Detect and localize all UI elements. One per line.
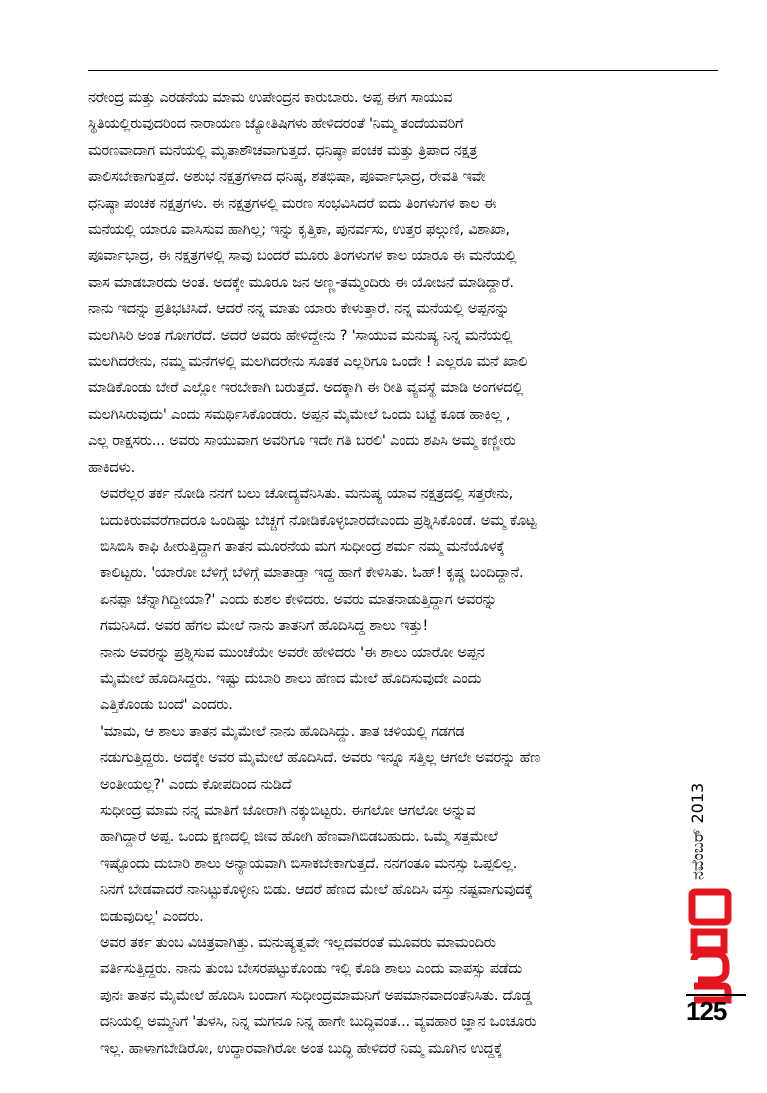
- masthead-logo-art: [688, 888, 732, 1008]
- text-line: ವರ್ತಿಸುತ್ತಿದ್ದರು. ನಾನು ತುಂಬ ಬೇಸರಪಟ್ಟುಕೊಂಡು ಇಲ್ಲಿ ಕೊಡಿ ಶಾಲು ಎಂದು ವಾಪಸ್ಸು ಪಡೆದು: [100, 961, 522, 978]
- page-number: 125: [686, 994, 746, 1026]
- text-line: ಮೈಮೇಲೆ ಹೊದಿಸಿದ್ದರು. ಇಷ್ಟು ದುಬಾರಿ ಶಾಲು ಹೆಣದ ಮೇಲೆ ಹೊದಿಸುವುದೇ ಎಂದು: [100, 670, 482, 687]
- text-line: ಪುನಃ ತಾತನ ಮೈಮೇಲೆ ಹೊದಿಸಿ ಬಂದಾಗ ಸುಧೀಂದ್ರಮಾಮನಿಗೆ ಅಪಮಾನವಾದಂತೆನಿಸಿತು. ದೊಡ್ಡ: [100, 987, 533, 1004]
- masthead-logo: [688, 888, 732, 1008]
- text-line: ಅವರೆಲ್ಲರ ತರ್ಕ ನೋಡಿ ನನಗೆ ಬಲು ಚೋದ್ಯವೆನಿಸಿತು. ಮನುಷ್ಯ ಯಾವ ನಕ್ಷತ್ರದಲ್ಲಿ ಸತ್ತರೇನು,: [100, 486, 514, 503]
- text-line: ಎಲ್ಲ ರಾಕ್ಷಸರು... ಅವರು ಸಾಯುವಾಗ ಅವರಿಗೂ ಇದೇ ಗತಿ ಬರಲಿ' ಎಂದು ಶಪಿಸಿ ಅಮ್ಮ ಕಣ್ಣೀರು: [88, 433, 516, 450]
- text-line: ಮಾಡಿಕೊಂಡು ಬೇರೆ ಎಲ್ಲೋ ಇರಬೇಕಾಗಿ ಬರುತ್ತದೆ. ಅದಕ್ಕಾಗಿ ಈ ರೀತಿ ವ್ಯವಸ್ಥೆ ಮಾಡಿ ಅಂಗಳದಲ್ಲಿ: [88, 380, 524, 397]
- paragraph: [88, 930, 678, 1062]
- text-line: ವಾಸ ಮಾಡಬಾರದು ಅಂತ. ಅದಕ್ಕೇ ಮೂರೂ ಜನ ಅಣ್ಣ-ತಮ್ಮಂದಿರು ಈ ಯೋಜನೆ ಮಾಡಿದ್ದಾರೆ.: [88, 274, 514, 291]
- text-line: ಪೂರ್ವಾಭಾದ್ರ, ಈ ನಕ್ಷತ್ರಗಳಲ್ಲಿ ಸಾವು ಬಂದರೆ ಮೂರು ತಿಂಗಳುಗಳ ಕಾಲ ಯಾರೂ ಈ ಮನೆಯಲ್ಲಿ: [88, 248, 517, 265]
- text-line: ಮಲಗಿಸಿರುವುದು' ಎಂದು ಸಮರ್ಥಿಸಿಕೊಂಡರು. ಅಪ್ಪನ ಮೈಮೇಲೆ ಒಂದು ಬಟ್ಟೆ ಕೂಡ ಹಾಕಿಲ್ಲ ,: [88, 406, 511, 423]
- text-line: ಹಾಕಿದಳು.: [88, 459, 136, 476]
- article-body: [88, 85, 678, 1062]
- text-line: ಸುಧೀಂದ್ರ ಮಾಮ ನನ್ನ ಮಾತಿಗೆ ಜೋರಾಗಿ ನಕ್ಕುಬಿಟ್ಟರು. ಈಗಲೋ ಆಗಲೋ ಅನ್ನುವ: [100, 802, 476, 819]
- paragraph: [88, 481, 678, 639]
- masthead-glyph-1: [692, 892, 728, 922]
- text-line: ಬದುಕಿರುವವರೆಗಾದರೂ ಒಂದಿಷ್ಟು ಬೆಚ್ಚಗೆ ನೋಡಿಕೊಳ್ಳಬಾರದೇಎಂದು ಪ್ರಶ್ನಿಸಿಕೊಂಡೆ. ಅಮ್ಮ ಕೊಟ್ಟ: [100, 512, 537, 529]
- text-line: ಪಾಲಿಸಬೇಕಾಗುತ್ತದೆ. ಅಶುಭ ನಕ್ಷತ್ರಗಳಾದ ಧನಿಷ್ಠ, ಶತಭಿಷಾ, ಪೂರ್ವಾಭಾದ್ರ, ರೇವತಿ ಇವೇ: [88, 169, 486, 186]
- text-line: ದನಿಯಲ್ಲಿ ಅಮ್ಮನಿಗೆ 'ತುಳಸಿ, ನಿನ್ನ ಮಗನೂ ನಿನ್ನ ಹಾಗೇ ಬುದ್ಧಿವಂತ... ವ್ಯವಹಾರ ಜ್ಞಾನ ಒಂಚೂರು: [100, 1014, 537, 1031]
- paragraph: [88, 719, 678, 798]
- text-line: ಮನೆಯಲ್ಲಿ ಯಾರೂ ವಾಸಿಸುವ ಹಾಗಿಲ್ಲ; ಇನ್ನು ಕೃತ್ತಿಕಾ, ಪುನರ್ವಸು, ಉತ್ತರ ಫಲ್ಗುಣಿ, ವಿಶಾಖಾ,: [88, 222, 510, 239]
- text-line: ಕಾಲಿಟ್ಟರು. 'ಯಾರೋ ಬೆಳಿಗ್ಗೆ ಬೆಳಿಗ್ಗೆ ಮಾತಾಡ್ತಾ ಇದ್ದ ಹಾಗೆ ಕೇಳಿಸಿತು. ಓಹ್! ಕೃಷ್ಣ ಬಂದಿದ್ದಾನೆ.: [100, 565, 524, 582]
- masthead-glyph-3: [694, 954, 726, 980]
- text-line: ಮರಣವಾದಾಗ ಮನೆಯಲ್ಲಿ ಮೃತಾಶೌಚವಾಗುತ್ತದೆ. ಧನಿಷ್ಠಾ ಪಂಚಕ ಮತ್ತು ತ್ರಿಪಾದ ನಕ್ಷತ್ರ: [88, 142, 478, 159]
- text-line: ಸ್ಥಿತಿಯಲ್ಲಿರುವುದರಿಂದ ನಾರಾಯಣ ಜ್ಯೋತಿಷಿಗಳು ಹೇಳಿದರಂತೆ 'ನಿಮ್ಮ ತಂದೆಯವರಿಗೆ: [88, 116, 464, 133]
- text-line: ಮಲಗಿಸಿರಿ ಅಂತ ಗೋಗರೆದೆ. ಅದರೆ ಅವರು ಹೇಳಿದ್ದೇನು ? 'ಸಾಯುವ ಮನುಷ್ಯ ನಿನ್ನ ಮನೆಯಲ್ಲಿ: [88, 327, 513, 344]
- text-line: ಅವರ ತರ್ಕ ತುಂಬ ವಿಚಿತ್ರವಾಗಿತ್ತು. ಮನುಷ್ಯತ್ವವೇ ಇಲ್ಲದವರಂತೆ ಮೂವರು ಮಾಮಂದಿರು: [100, 935, 496, 951]
- issue-date: ನವೆಂಬರ್ 2013: [688, 782, 707, 880]
- top-rule: [88, 70, 718, 71]
- text-line: ನಡುಗುತ್ತಿದ್ದರು. ಅದಕ್ಕೇ ಅವರ ಮೈಮೇಲೆ ಹೊದಿಸಿದೆ. ಅವರು ಇನ್ನೂ ಸತ್ತಿಲ್ಲ ಆಗಲೇ ಅವರನ್ನು ಹೆಣ: [100, 750, 541, 767]
- text-line: ಎತ್ತಿಕೊಂಡು ಬಂದೆ' ಎಂದರು.: [100, 697, 233, 714]
- masthead-glyph-2: [694, 932, 724, 950]
- paragraph: [88, 85, 678, 481]
- text-line: ಮಲಗಿದರೇನು, ನಮ್ಮ ಮನೆಗಳಲ್ಲಿ ಮಲಗಿದರೇನು ಸೂತಕ ಎಲ್ಲರಿಗೂ ಒಂದೇ ! ಎಲ್ಲರೂ ಮನೆ ಖಾಲಿ: [88, 354, 528, 371]
- text-line: 'ಮಾಮ, ಆ ಶಾಲು ತಾತನ ಮೈಮೇಲೆ ನಾನು ಹೊದಿಸಿದ್ದು. ತಾತ ಚಳಿಯಲ್ಲಿ ಗಡಗಡ: [100, 723, 465, 740]
- text-line: ನಾನು ಇದನ್ನು ಪ್ರತಿಭಟಿಸಿದೆ. ಆದರೆ ನನ್ನ ಮಾತು ಯಾರು ಕೇಳುತ್ತಾರೆ. ನನ್ನ ಮನೆಯಲ್ಲಿ ಅಪ್ಪನನ್ನು: [88, 301, 510, 318]
- text-line: ಹಾಗಿದ್ದಾರೆ ಅಪ್ಪ. ಒಂದು ಕ್ಷಣದಲ್ಲಿ ಜೀವ ಹೋಗಿ ಹೆಣವಾಗಿಬಿಡಬಹುದು. ಒಮ್ಮೆ ಸತ್ತಮೇಲೆ: [100, 829, 498, 846]
- magazine-sidebar: [688, 780, 730, 1010]
- text-line: ನಾನು ಅವರನ್ನು ಪ್ರಶ್ನಿಸುವ ಮುಂಚೆಯೇ ಅವರೇ ಹೇಳಿದರು 'ಈ ಶಾಲು ಯಾರೋ ಅಪ್ಪನ: [100, 644, 485, 661]
- text-line: ನರೇಂದ್ರ ಮತ್ತು ಎರಡನೆಯ ಮಾಮ ಉಪೇಂದ್ರನ ಕಾರುಬಾರು. ಅಪ್ಪ ಈಗ ಸಾಯುವ: [88, 90, 453, 106]
- paragraph: [88, 798, 678, 930]
- text-line: ಗಮನಿಸಿದೆ. ಅವರ ಹೆಗಲ ಮೇಲೆ ನಾನು ತಾತನಿಗೆ ಹೊದಿಸಿದ್ದ ಶಾಲು ಇತ್ತು!: [100, 618, 429, 635]
- text-line: ಬಿಸಿಬಿಸಿ ಕಾಫಿ ಹೀರುತ್ತಿದ್ದಾಗ ತಾತನ ಮೂರನೆಯ ಮಗ ಸುಧೀಂದ್ರ ಶರ್ಮ ನಮ್ಮ ಮನೆಯೊಳಕ್ಕೆ: [100, 538, 505, 555]
- text-line: ಬಿಡುವುದಿಲ್ಲ' ಎಂದರು.: [100, 908, 204, 925]
- masthead-glyphs: [692, 892, 728, 1000]
- text-line: ಏನಪ್ಪಾ ಚೆನ್ನಾಗಿದ್ದೀಯಾ?' ಎಂದು ಕುಶಲ ಕೇಳಿದರು. ಅವರು ಮಾತನಾಡುತ್ತಿದ್ದಾಗ ಅವರನ್ನು: [100, 591, 497, 608]
- text-line: ಅಂತೀಯಲ್ಲ?' ಎಂದು ಕೋಪದಿಂದ ನುಡಿದೆ: [100, 776, 292, 793]
- text-line: ಧನಿಷ್ಠಾ ಪಂಚಕ ನಕ್ಷತ್ರಗಳು. ಈ ನಕ್ಷತ್ರಗಳಲ್ಲಿ ಮರಣ ಸಂಭವಿಸಿದರೆ ಐದು ತಿಂಗಳುಗಳ ಕಾಲ ಈ: [88, 195, 497, 212]
- text-line: ಇಷ್ಟೊಂದು ದುಬಾರಿ ಶಾಲು ಅನ್ಯಾಯವಾಗಿ ಬಿಸಾಕಬೇಕಾಗುತ್ತದೆ. ನನಗಂತೂ ಮನಸ್ಸು ಒಪ್ಪಲಿಲ್ಲ.: [100, 855, 518, 872]
- text-line: ಇಲ್ಲ. ಹಾಳಾಗಬೇಡಿರೋ, ಉದ್ಧಾರವಾಗಿರೋ ಅಂತ ಬುದ್ಧಿ ಹೇಳಿದರೆ ನಿಮ್ಮ ಮೂಗಿನ ಉದ್ದಕ್ಕೆ: [100, 1040, 503, 1057]
- text-line: ನಿನಗೆ ಬೇಡವಾದರೆ ನಾನಿಟ್ಟುಕೊಳ್ಳೀನಿ ಬಿಡು. ಆದರೆ ಹೆಣದ ಮೇಲೆ ಹೊದಿಸಿ ವಸ್ತು ನಷ್ಟವಾಗುವುದಕ್ಕೆ: [100, 882, 533, 899]
- paragraph: [88, 640, 678, 719]
